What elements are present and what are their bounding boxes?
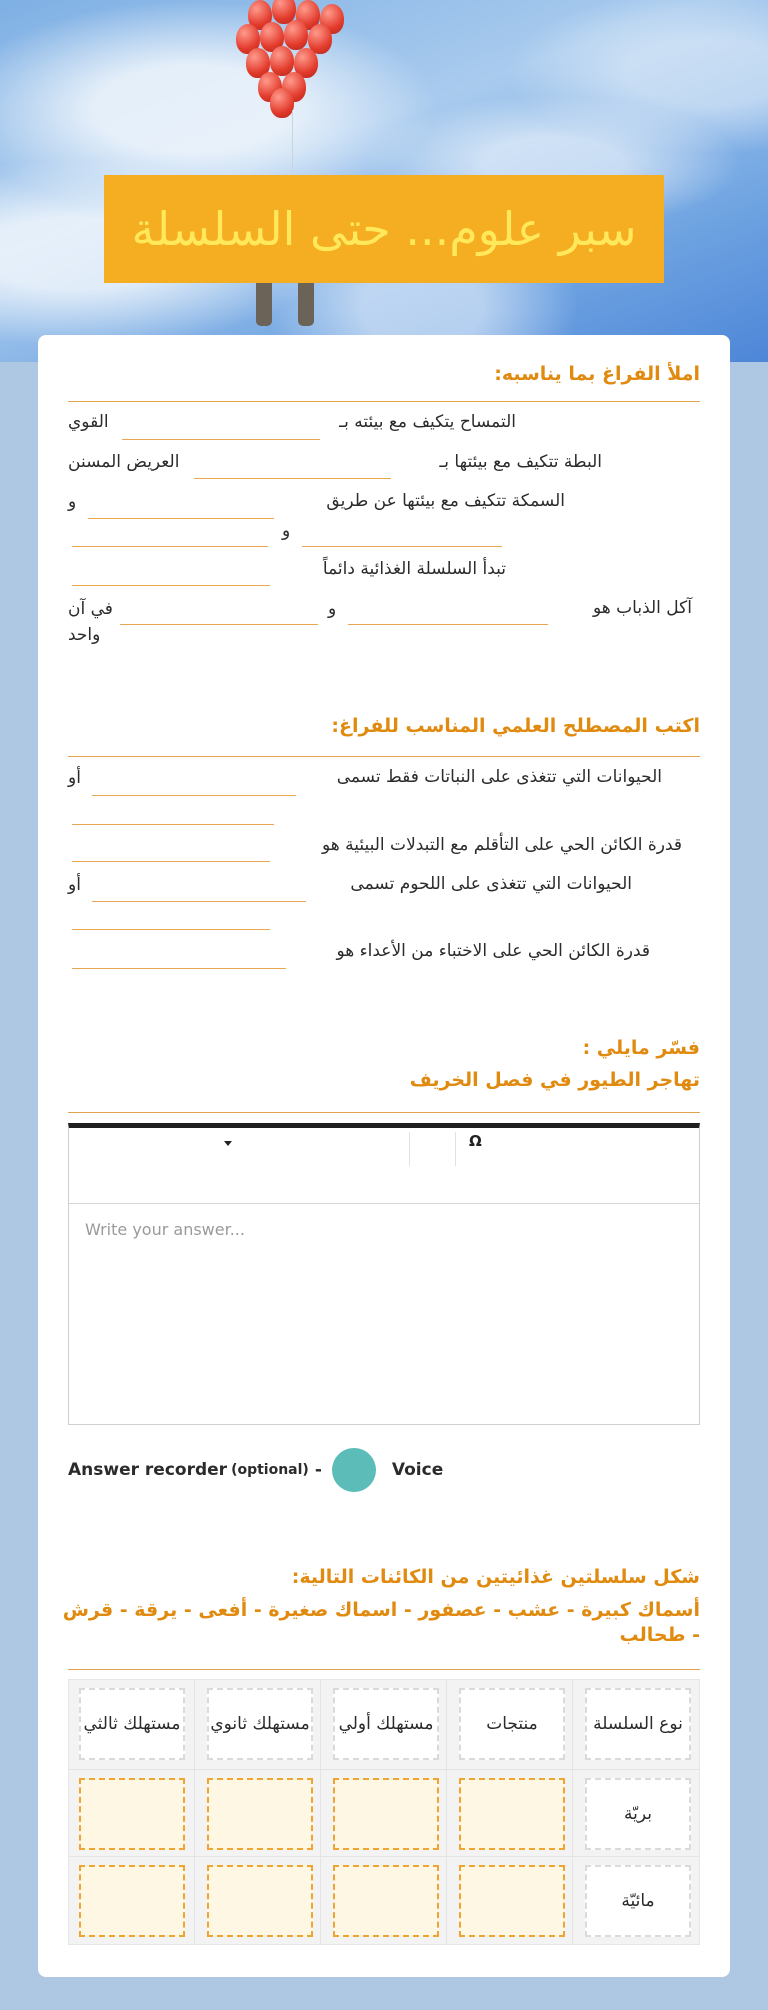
food-chain-table: [68, 1679, 700, 1945]
row-label-water: مائيّة: [585, 1865, 691, 1937]
s1-q3-text: السمكة تتكيف مع بيئتها عن طريق: [326, 491, 565, 511]
title-box: [104, 175, 664, 283]
drop-zone-land-secondary[interactable]: [207, 1778, 313, 1850]
editor-toolbar: [69, 1128, 699, 1204]
s1-q5-end2: واحد: [68, 625, 101, 645]
header-tertiary-consumer: مستهلك ثالثي: [79, 1688, 185, 1760]
s1-q3-and2: و: [282, 521, 291, 541]
section2-title: اكتب المصطلح العلمي المناسب للفراغ:: [331, 715, 700, 737]
section3-title-line2: تهاجر الطيور في فصل الخريف: [409, 1069, 700, 1091]
row-label-land: بريّة: [585, 1778, 691, 1850]
drop-zone-land-primary[interactable]: [333, 1778, 439, 1850]
header-primary-consumer: مستهلك أولي: [333, 1688, 439, 1760]
s1-q5-and: و: [328, 599, 337, 619]
drop-zone-water-secondary[interactable]: [207, 1865, 313, 1937]
s2-q2-text: قدرة الكائن الحي على التأقلم مع التبدلات البيئية هو: [321, 835, 682, 855]
answer-textarea[interactable]: [69, 1204, 699, 1423]
s1-q2-blank[interactable]: [194, 478, 391, 479]
s2-q3-blank-2[interactable]: [72, 929, 270, 930]
s1-q5-end1: في آن: [68, 599, 113, 619]
s2-q2-blank[interactable]: [72, 861, 270, 862]
section1-divider: [68, 401, 700, 402]
s1-q1-text: التمساح يتكيف مع بيئته بـ: [339, 412, 516, 432]
section4-items-line1: أسماك كبيرة - عشب - عصفور - اسماك صغيرة - أفعى - يرقة - قرش: [62, 1599, 700, 1621]
s1-q3-blank-3[interactable]: [72, 546, 268, 547]
header-banner: [0, 0, 768, 362]
balloons-image: [228, 0, 348, 120]
s1-q5-text: آكل الذباب هو: [593, 598, 692, 618]
special-character-button[interactable]: Ω: [469, 1132, 482, 1150]
section2-divider: [68, 756, 700, 757]
s1-q5-blank-2[interactable]: [120, 624, 318, 625]
header-chain-type: نوع السلسلة: [585, 1688, 691, 1760]
s2-q3-text: الحيوانات التي تتغذى على اللحوم تسمى: [350, 874, 632, 894]
s1-q4-text: تبدأ السلسلة الغذائية دائماً: [322, 559, 506, 579]
section4-divider: [68, 1669, 700, 1670]
recorder-label: Answer recorder: [68, 1460, 228, 1480]
s1-q2-after: العريض المسنن: [68, 452, 180, 472]
section4-items-line2: - طحالب: [619, 1624, 700, 1646]
s1-q4-blank[interactable]: [72, 585, 270, 586]
s2-q1-blank-2[interactable]: [72, 824, 274, 825]
s2-q1-blank-1[interactable]: [92, 795, 296, 796]
answer-recorder: Answer recorder (optional) - Voice: [68, 1448, 443, 1492]
s1-q1-blank[interactable]: [122, 439, 320, 440]
header-producers: منتجات: [459, 1688, 565, 1760]
drop-zone-water-tertiary[interactable]: [79, 1865, 185, 1937]
s1-q3-blank-1[interactable]: [88, 518, 274, 519]
s2-q1-or: أو: [68, 768, 81, 788]
chevron-down-icon: [224, 1141, 232, 1146]
page-title: سبر علوم... حتى السلسلة: [131, 202, 637, 256]
s2-q4-text: قدرة الكائن الحي على الاختباء من الأعداء هو: [336, 941, 650, 961]
s2-q3-or: أو: [68, 875, 81, 895]
section3-title-line1: فسّر مايلي :: [582, 1037, 700, 1059]
s1-q5-blank-1[interactable]: [348, 624, 548, 625]
voice-label: Voice: [391, 1460, 444, 1480]
section4-title: شكل سلسلتين غذائيتين من الكائنات التالية:: [291, 1566, 700, 1588]
section3-divider: [68, 1112, 700, 1113]
recorder-optional: (optional): [231, 1462, 309, 1478]
s2-q1-text: الحيوانات التي تتغذى على النباتات فقط تسمى: [336, 767, 662, 787]
section1-title: املأ الفراغ بما يناسبه:: [494, 363, 700, 385]
drop-zone-water-producer[interactable]: [459, 1865, 565, 1937]
s1-q2-text: البطة تتكيف مع بيئتها بـ: [439, 452, 602, 472]
drop-zone-land-producer[interactable]: [459, 1778, 565, 1850]
s2-q4-blank[interactable]: [72, 968, 286, 969]
drop-zone-land-tertiary[interactable]: [79, 1778, 185, 1850]
worksheet-card: [38, 335, 730, 1977]
rich-text-editor: [68, 1123, 700, 1425]
s2-q3-blank-1[interactable]: [92, 901, 306, 902]
format-dropdown[interactable]: [69, 1128, 409, 1166]
s1-q1-after: القوي: [68, 412, 109, 432]
drop-zone-water-primary[interactable]: [333, 1865, 439, 1937]
s1-q3-blank-2[interactable]: [302, 546, 502, 547]
header-secondary-consumer: مستهلك ثانوي: [207, 1688, 313, 1760]
s1-q3-and1: و: [68, 492, 77, 512]
record-voice-button[interactable]: [332, 1448, 376, 1492]
